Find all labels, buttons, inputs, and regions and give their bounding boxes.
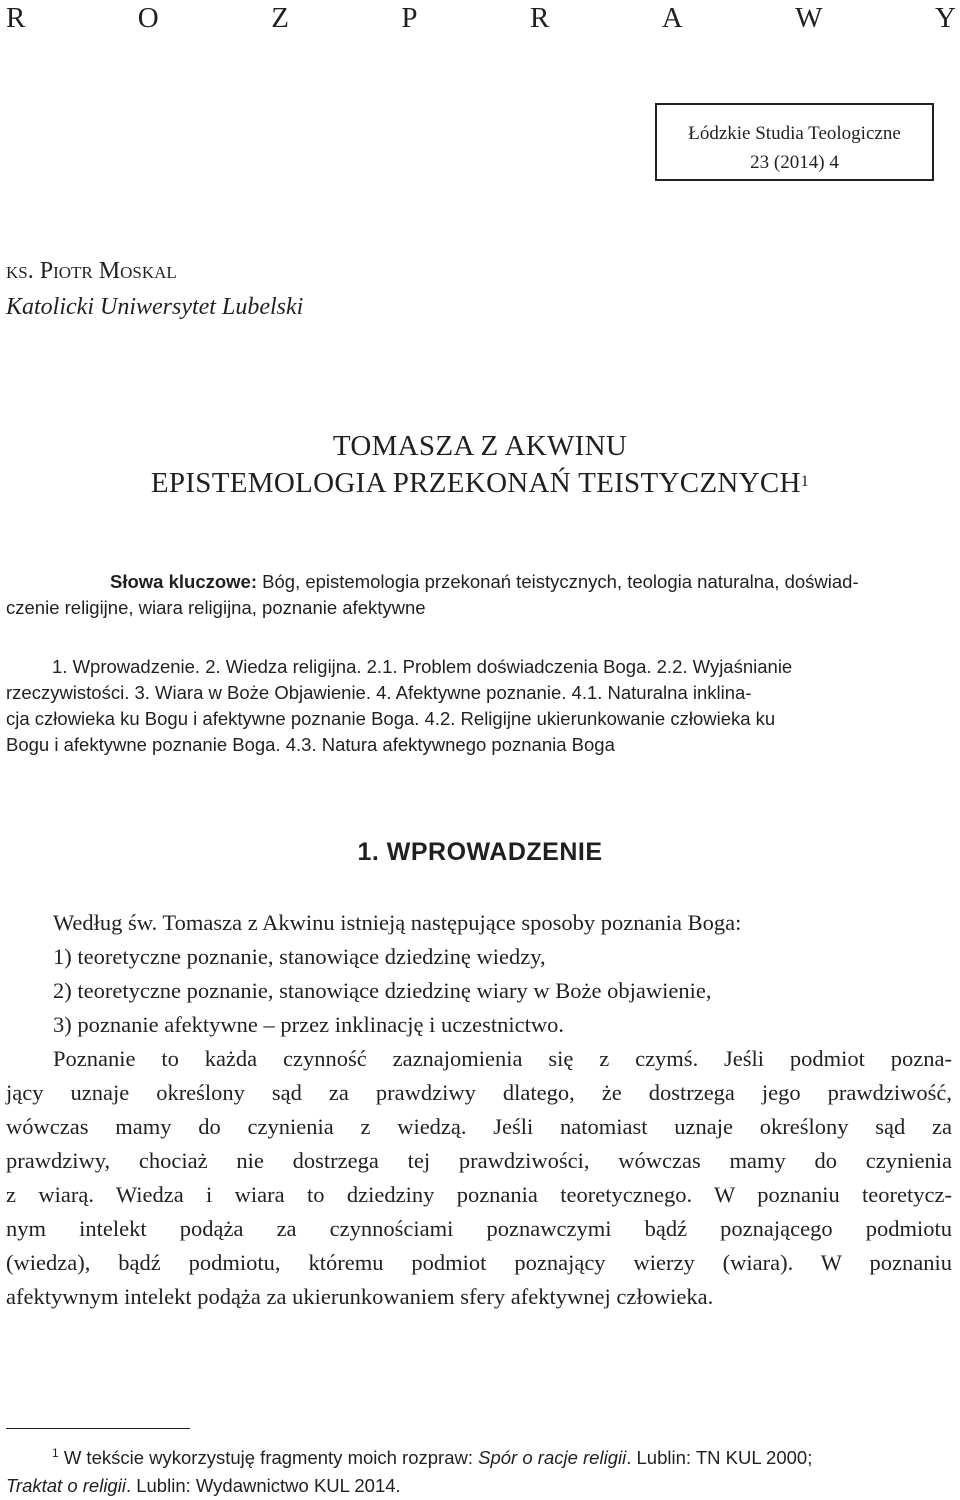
keywords-text-1: Bóg, epistemologia przekonań teistycznych, teologia naturalna, doświad- — [262, 571, 859, 592]
section-heading: 1. WPROWADZENIE — [357, 838, 603, 866]
section-letter: Y — [935, 2, 956, 34]
footnote — [6, 1439, 952, 1500]
keywords-line-2: czenie religijne, wiara religijna, poznanie afektywne — [6, 597, 426, 618]
body-line: 3) poznanie afektywne – przez inklinację i uczestnictwo. — [53, 1012, 565, 1037]
article-title — [0, 428, 960, 502]
journal-box — [655, 103, 934, 181]
title-line-2-text: EPISTEMOLOGIA PRZEKONAŃ TEISTYCZNYCH — [150, 467, 801, 499]
keywords-line-1 — [6, 569, 951, 595]
footnote-divider — [6, 1428, 190, 1429]
footnote-mark: 1 — [52, 1446, 59, 1460]
section-letter: P — [401, 2, 418, 34]
toc-line: Bogu i afektywne poznanie Boga. 4.3. Natura afektywnego poznania Boga — [6, 734, 615, 755]
author-affiliation: Katolicki Uniwersytet Lubelski — [6, 294, 304, 320]
author-name — [6, 256, 177, 286]
body-line: prawdziwy, chociaż nie dostrzega tej prawdziwości, wówczas mamy do czynienia — [6, 1148, 952, 1173]
footnote-text-3: . Lublin: Wydawnictwo KUL 2014. — [125, 1475, 401, 1497]
journal-issue: 23 (2014) 4 — [750, 152, 839, 173]
body-line: nym intelekt podąża za czynnościami poznawczymi bądź poznającego podmiotu — [6, 1216, 952, 1241]
toc-line: cja człowieka ku Bogu i afektywne poznanie Boga. 4.2. Religijne ukierunkowanie człowieka ku — [6, 708, 776, 729]
footnote-line-1 — [6, 1439, 952, 1472]
footnote-text-2: . Lublin: TN KUL 2000; — [626, 1447, 813, 1469]
title-line-2 — [0, 465, 960, 502]
footnote-text-1: W tekście wykorzystuję fragmenty moich rozpraw: — [63, 1447, 479, 1469]
body-line: z wiarą. Wiedza i wiara to dziedziny poznania teoretycznego. W poznaniu teoretycz- — [6, 1182, 952, 1207]
author-prefix: ks. — [6, 258, 34, 284]
body-text — [6, 906, 952, 1314]
footnote-work-2: Traktat o religii — [6, 1475, 126, 1497]
body-line: (wiedza), bądź podmiotu, któremu podmiot poznający wierzy (wiara). W poznaniu — [6, 1250, 952, 1275]
journal-name: Łódzkie Studia Teologiczne — [688, 123, 901, 144]
section-header — [6, 0, 956, 36]
body-line: 2) teoretyczne poznanie, stanowiące dziedzinę wiary w Boże objawienie, — [53, 978, 712, 1003]
keywords-label: Słowa kluczowe: — [110, 571, 258, 592]
author-fullname: Piotr Moskal — [39, 258, 177, 284]
body-line: afektywnym intelekt podąża za ukierunkowaniem sfery afektywnej człowieka. — [6, 1284, 714, 1309]
body-line: 1) teoretyczne poznanie, stanowiące dziedzinę wiedzy, — [53, 944, 546, 969]
body-line: wówczas mamy do czynienia z wiedzą. Jeśli natomiast uznaje określony sąd za — [6, 1114, 952, 1139]
title-line-1: TOMASZA Z AKWINU — [332, 430, 628, 462]
toc-line: 1. Wprowadzenie. 2. Wiedza religijna. 2.1. Problem doświadczenia Boga. 2.2. Wyjaśnianie — [52, 656, 793, 677]
section-letter: W — [795, 2, 823, 34]
keywords — [6, 569, 951, 621]
section-letter: O — [137, 2, 159, 34]
body-line: Według św. Tomasza z Akwinu istnieją następujące sposoby poznania Boga: — [53, 910, 742, 935]
body-line: jący uznaje określony sąd za prawdziwy dlatego, że dostrzega jego prawdziwość, — [6, 1080, 952, 1105]
title-footnote-mark[interactable]: 1 — [800, 473, 810, 490]
section-letter: Z — [271, 2, 289, 34]
toc-line: rzeczywistości. 3. Wiara w Boże Objawienie. 4. Afektywne poznanie. 4.1. Naturalna inklina- — [6, 682, 752, 703]
section-letter: A — [661, 2, 683, 34]
section-letter: R — [6, 2, 26, 34]
footnote-line-2 — [6, 1472, 952, 1500]
section-letter: R — [529, 2, 550, 34]
body-line: Poznanie to każda czynność zaznajomienia się z czymś. Jeśli podmiot pozna- — [53, 1046, 952, 1071]
footnote-work-1: Spór o racje religii — [478, 1447, 627, 1469]
table-of-contents — [6, 654, 951, 758]
